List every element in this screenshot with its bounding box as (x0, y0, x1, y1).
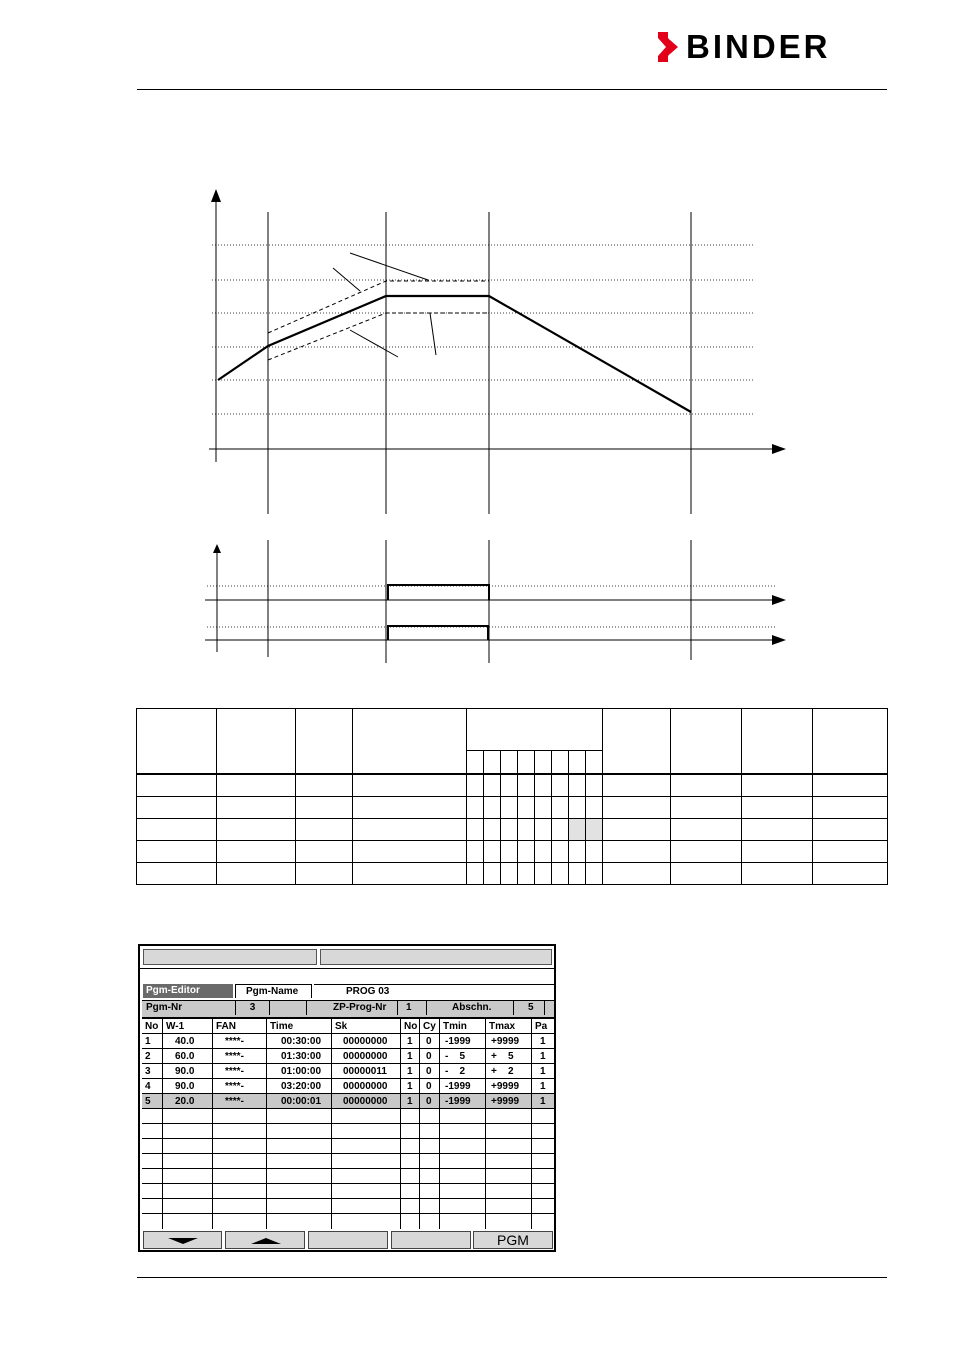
grid-cell-fan (212, 1184, 266, 1199)
cell-value: 00:00:01 (281, 1096, 322, 1107)
grid-cell-no[interactable] (142, 1034, 162, 1049)
col-w1: W-1 (166, 1021, 185, 1032)
grid-cell-tmax (485, 1139, 531, 1154)
grid-cell-sk (331, 1199, 400, 1214)
cell-value: 0 (426, 1081, 432, 1092)
grid-cell-tmin (439, 1139, 485, 1154)
cell-value: 00000000 (343, 1081, 388, 1092)
grid-cell-tmin (439, 1199, 485, 1214)
grid-cell-no2[interactable] (400, 1034, 419, 1049)
cell-value: ****- (225, 1081, 244, 1092)
grid-cell-no2 (400, 1139, 419, 1154)
grid-cell-pa (531, 1169, 554, 1184)
cell-value: 1 (407, 1051, 413, 1062)
grid-cell-time (266, 1139, 331, 1154)
top-tab-right[interactable] (320, 949, 552, 965)
grid-cell-pa (531, 1109, 554, 1124)
grid-cell-no2[interactable] (400, 1064, 419, 1079)
grid-cell-cy (419, 1169, 439, 1184)
grid-cell-tmax (485, 1214, 531, 1229)
grid-cell-cy[interactable] (419, 1064, 439, 1079)
col-no2: No (404, 1021, 418, 1032)
grid-cell-tmax[interactable] (485, 1049, 531, 1064)
header-rule (137, 89, 887, 90)
cell-value: -1999 (445, 1096, 471, 1107)
softkey-3[interactable] (308, 1231, 388, 1249)
cell-value: 00000000 (343, 1051, 388, 1062)
cell-value: 40.0 (175, 1036, 195, 1047)
grid-cell-tmin[interactable] (439, 1064, 485, 1079)
grid-cell-tmin[interactable] (439, 1094, 485, 1109)
grid-cell-no[interactable] (142, 1094, 162, 1109)
grid-cell-w (162, 1169, 212, 1184)
binder-arrow-icon (656, 28, 684, 66)
pgm-button[interactable]: PGM (473, 1231, 553, 1249)
grid-cell-sk[interactable] (331, 1064, 400, 1079)
scroll-down-button[interactable] (143, 1231, 222, 1249)
grid-cell-no2 (400, 1169, 419, 1184)
grid-cell-time (266, 1184, 331, 1199)
grid-cell-tmax (485, 1109, 531, 1124)
grid-cell-pa (531, 1139, 554, 1154)
table-row[interactable] (142, 1093, 554, 1109)
cell-value: 90.0 (175, 1081, 195, 1092)
grid-cell-fan (212, 1139, 266, 1154)
grid-cell-w[interactable] (162, 1094, 212, 1109)
grid-cell-tmax[interactable] (485, 1064, 531, 1079)
grid-cell-pa (531, 1154, 554, 1169)
grid-cell-time (266, 1124, 331, 1139)
grid-cell-no2[interactable] (400, 1094, 419, 1109)
cell-value: +9999 (491, 1096, 520, 1107)
table-row[interactable] (142, 1063, 554, 1079)
grid-cell-cy (419, 1139, 439, 1154)
binder-logo (656, 28, 888, 66)
grid-cell-tmax (485, 1199, 531, 1214)
cell-value: ****- (225, 1036, 244, 1047)
col-cy: Cy (423, 1021, 436, 1032)
cell-value: 00:30:00 (281, 1036, 322, 1047)
cell-value: ****- (225, 1051, 244, 1062)
grid-cell-no2 (400, 1124, 419, 1139)
grid-cell-time[interactable] (266, 1034, 331, 1049)
grid-cell-time (266, 1154, 331, 1169)
grid-cell-fan (212, 1154, 266, 1169)
table-row[interactable] (142, 1168, 554, 1184)
grid-cell-sk[interactable] (331, 1049, 400, 1064)
brand-name: BINDER (686, 28, 831, 65)
grid-cell-tmax (485, 1154, 531, 1169)
grid-cell-tmax[interactable] (485, 1079, 531, 1094)
col-tmax: Tmax (489, 1021, 516, 1032)
grid-cell-time (266, 1199, 331, 1214)
grid-cell-tmin (439, 1214, 485, 1229)
grid-cell-cy (419, 1199, 439, 1214)
cell-value: 1 (407, 1066, 413, 1077)
grid-cell-cy[interactable] (419, 1079, 439, 1094)
grid-cell-pa (531, 1124, 554, 1139)
grid-cell-sk (331, 1154, 400, 1169)
grid-cell-cy[interactable] (419, 1049, 439, 1064)
grid-cell-sk (331, 1184, 400, 1199)
cell-value: 4 (145, 1081, 151, 1092)
pgm-nr-value[interactable]: 3 (235, 1001, 270, 1015)
grid-cell-pa[interactable] (531, 1079, 554, 1094)
program-table-form (136, 708, 888, 885)
grid-cell-fan[interactable] (212, 1094, 266, 1109)
grid-cell-fan[interactable] (212, 1079, 266, 1094)
table-row[interactable] (142, 1108, 554, 1124)
table-row[interactable] (142, 1048, 554, 1064)
grid-cell-tmin (439, 1109, 485, 1124)
grid-cell-fan[interactable] (212, 1049, 266, 1064)
zp-prog-label: ZP-Prog-Nr (306, 1001, 401, 1015)
grid-cell-fan[interactable] (212, 1034, 266, 1049)
grid-cell-no[interactable] (142, 1079, 162, 1094)
grid-cell-pa (531, 1184, 554, 1199)
col-fan: FAN (216, 1021, 236, 1032)
grid-cell-sk (331, 1109, 400, 1124)
grid-cell-w (162, 1139, 212, 1154)
arrow-down-icon (144, 1232, 223, 1248)
grid-cell-tmin (439, 1184, 485, 1199)
cell-value: + 5 (491, 1051, 514, 1062)
cell-value: 00000000 (343, 1036, 388, 1047)
grid-cell-fan (212, 1199, 266, 1214)
grid-cell-fan (212, 1109, 266, 1124)
grid-cell-w (162, 1184, 212, 1199)
grid-cell-w[interactable] (162, 1049, 212, 1064)
col-sk: Sk (335, 1021, 348, 1032)
cell-value: 1 (407, 1036, 413, 1047)
softkey-4[interactable] (391, 1231, 471, 1249)
cell-value: 5 (145, 1096, 151, 1107)
col-no: No (145, 1021, 159, 1032)
table-row[interactable] (142, 1183, 554, 1199)
cell-value: 1 (145, 1036, 151, 1047)
cell-value: ****- (225, 1066, 244, 1077)
grid-cell-w[interactable] (162, 1064, 212, 1079)
grid-cell-no2[interactable] (400, 1079, 419, 1094)
grid-cell-fan (212, 1214, 266, 1229)
grid-cell-tmin[interactable] (439, 1079, 485, 1094)
cell-value: 00000011 (343, 1066, 387, 1077)
pgm-nr-label: Pgm-Nr (146, 1002, 183, 1013)
grid-cell-no2 (400, 1154, 419, 1169)
grid-cell-pa[interactable] (531, 1094, 554, 1109)
table-row[interactable] (142, 1123, 554, 1139)
col-tmin: Tmin (443, 1021, 467, 1032)
section-value[interactable]: 5 (513, 1001, 545, 1015)
grid-cell-tmax (485, 1124, 531, 1139)
grid-cell-no (142, 1124, 162, 1139)
grid-cell-time[interactable] (266, 1064, 331, 1079)
cell-value: 2 (145, 1051, 151, 1062)
grid-cell-sk (331, 1139, 400, 1154)
cell-value: 01:00:00 (281, 1066, 322, 1077)
cell-value: 90.0 (175, 1066, 195, 1077)
grid-cell-tmax (485, 1169, 531, 1184)
grid-cell-tmin[interactable] (439, 1049, 485, 1064)
grid-header (142, 1018, 554, 1034)
zp-prog-value[interactable]: 1 (397, 1001, 427, 1015)
grid-cell-pa[interactable] (531, 1049, 554, 1064)
cell-value: 3 (145, 1066, 151, 1077)
pgm-name-label: Pgm-Name (235, 984, 312, 998)
cell-value: 0 (426, 1051, 432, 1062)
grid-cell-no (142, 1154, 162, 1169)
cell-value: 0 (426, 1096, 432, 1107)
grid-cell-cy (419, 1214, 439, 1229)
table-row[interactable] (142, 1138, 554, 1154)
grid-cell-tmin (439, 1124, 485, 1139)
cell-value: 0 (426, 1066, 432, 1077)
cell-value: - 2 (445, 1066, 466, 1077)
cell-value: - 5 (445, 1051, 466, 1062)
grid-cell-sk (331, 1124, 400, 1139)
editor-title: Pgm-Editor (143, 984, 233, 998)
table-row[interactable] (142, 1078, 554, 1094)
grid-cell-cy (419, 1154, 439, 1169)
grid-cell-no (142, 1214, 162, 1229)
grid-cell-time (266, 1214, 331, 1229)
cell-value: 0 (426, 1036, 432, 1047)
grid-cell-no2 (400, 1214, 419, 1229)
cell-value: 01:30:00 (281, 1051, 322, 1062)
grid-cell-w (162, 1199, 212, 1214)
table-row[interactable] (142, 1213, 554, 1229)
grid-cell-no (142, 1139, 162, 1154)
grid-cell-tmax[interactable] (485, 1034, 531, 1049)
scroll-up-button[interactable] (225, 1231, 305, 1249)
cell-value: 1 (407, 1096, 413, 1107)
grid-cell-cy[interactable] (419, 1034, 439, 1049)
cell-value: 20.0 (175, 1096, 195, 1107)
grid-cell-time (266, 1169, 331, 1184)
grid-cell-time[interactable] (266, 1079, 331, 1094)
grid-cell-tmin (439, 1154, 485, 1169)
grid-cell-no2 (400, 1184, 419, 1199)
top-tab-left[interactable] (143, 949, 317, 965)
table-row[interactable] (142, 1198, 554, 1214)
cell-value: -1999 (445, 1081, 471, 1092)
grid-cell-fan (212, 1124, 266, 1139)
cell-value: 1 (407, 1081, 413, 1092)
grid-cell-pa (531, 1214, 554, 1229)
grid-cell-no (142, 1199, 162, 1214)
grid-cell-sk[interactable] (331, 1079, 400, 1094)
grid-cell-tmin[interactable] (439, 1034, 485, 1049)
grid-cell-sk (331, 1214, 400, 1229)
grid-cell-w (162, 1124, 212, 1139)
grid-cell-cy (419, 1109, 439, 1124)
grid-cell-no (142, 1184, 162, 1199)
grid-cell-tmax[interactable] (485, 1094, 531, 1109)
grid-cell-no[interactable] (142, 1064, 162, 1079)
cell-value: 60.0 (175, 1051, 195, 1062)
grid-cell-pa[interactable] (531, 1064, 554, 1079)
cell-value: 1 (540, 1036, 546, 1047)
grid-cell-no2 (400, 1109, 419, 1124)
grid-cell-fan (212, 1169, 266, 1184)
cell-value: 1 (540, 1096, 546, 1107)
cell-value: 1 (540, 1066, 546, 1077)
grid-cell-time[interactable] (266, 1094, 331, 1109)
grid-cell-pa[interactable] (531, 1034, 554, 1049)
controller-screen (138, 944, 556, 1252)
cell-value: 03:20:00 (281, 1081, 322, 1092)
cell-value: +9999 (491, 1081, 520, 1092)
cell-value: ****- (225, 1096, 244, 1107)
grid-cell-cy (419, 1184, 439, 1199)
arrow-up-icon (226, 1232, 306, 1248)
pgm-name-value[interactable]: PROG 03 (314, 984, 554, 998)
grid-cell-cy[interactable] (419, 1094, 439, 1109)
grid-cell-sk[interactable] (331, 1094, 400, 1109)
cell-value: + 2 (491, 1066, 514, 1077)
cell-value: 1 (540, 1081, 546, 1092)
col-pa: Pa (535, 1021, 548, 1032)
grid-cell-w (162, 1154, 212, 1169)
grid-cell-cy (419, 1124, 439, 1139)
grid-cell-no (142, 1169, 162, 1184)
grid-cell-w (162, 1109, 212, 1124)
grid-cell-w[interactable] (162, 1034, 212, 1049)
grid-cell-w[interactable] (162, 1079, 212, 1094)
grid-cell-pa (531, 1199, 554, 1214)
grid-cell-time (266, 1109, 331, 1124)
grid-cell-no2 (400, 1199, 419, 1214)
x-axis-arrow-icon (772, 444, 786, 454)
grid-cell-no (142, 1109, 162, 1124)
table-row[interactable] (142, 1033, 554, 1049)
cell-value: 00000000 (343, 1096, 388, 1107)
cell-value: -1999 (445, 1036, 471, 1047)
grid-cell-time[interactable] (266, 1049, 331, 1064)
grid-cell-tmin (439, 1169, 485, 1184)
grid-cell-fan[interactable] (212, 1064, 266, 1079)
grid-cell-sk[interactable] (331, 1034, 400, 1049)
cell-value: 1 (540, 1051, 546, 1062)
footer-rule (137, 1277, 887, 1278)
y-axis-arrow-icon (211, 189, 221, 202)
grid-cell-tmax (485, 1184, 531, 1199)
grid-cell-w (162, 1214, 212, 1229)
grid-cell-no[interactable] (142, 1049, 162, 1064)
program-diagram (195, 185, 795, 665)
table-row[interactable] (142, 1153, 554, 1169)
grid-cell-no2[interactable] (400, 1049, 419, 1064)
col-time: Time (270, 1021, 294, 1032)
grid-cell-sk (331, 1169, 400, 1184)
section-label: Abschn. (452, 1002, 492, 1013)
cell-value: +9999 (491, 1036, 520, 1047)
